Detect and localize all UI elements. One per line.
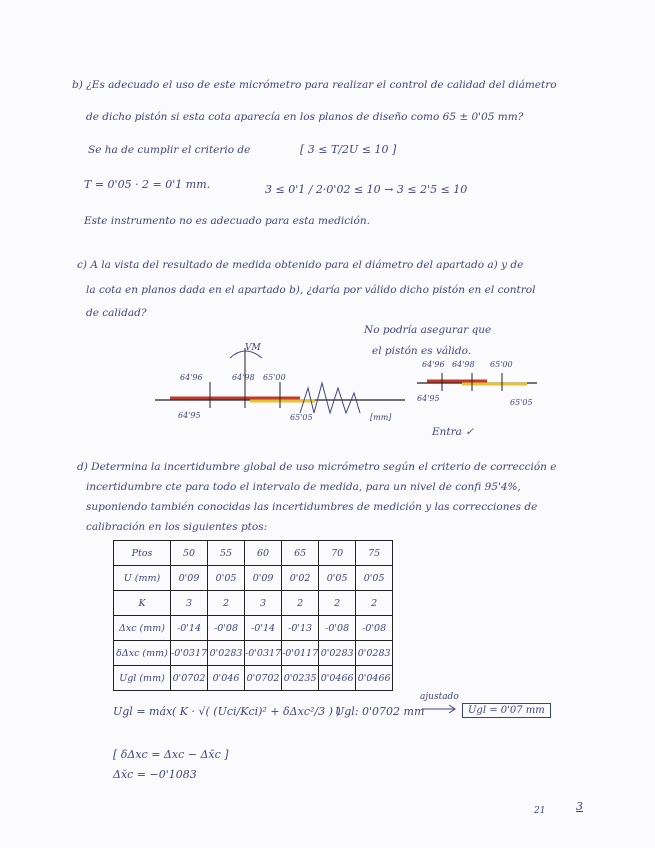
ajustado-label: ajustado bbox=[420, 692, 459, 702]
tolerance-calc: T = 0'05 · 2 = 0'1 mm. bbox=[84, 178, 211, 191]
criterion-formula: [ 3 ≤ T/2U ≤ 10 ] bbox=[300, 143, 397, 156]
table-row bbox=[114, 616, 393, 641]
table-cell: -0'08 bbox=[208, 616, 245, 641]
table-row bbox=[114, 641, 393, 666]
table-cell: 2 bbox=[282, 591, 319, 616]
vm-label: VM bbox=[245, 343, 261, 353]
section-c-line3: de calidad? bbox=[86, 307, 147, 319]
table-header-cell: 70 bbox=[319, 541, 356, 566]
table-cell: 2 bbox=[208, 591, 245, 616]
table-cell: 0'046 bbox=[208, 666, 245, 691]
table-cell: 0'0702 bbox=[245, 666, 282, 691]
table-cell: 0'05 bbox=[319, 566, 356, 591]
table-cell: Ugl (mm) bbox=[114, 666, 171, 691]
table-cell: -0'13 bbox=[282, 616, 319, 641]
table-cell: 0'05 bbox=[208, 566, 245, 591]
right-label-6500: 65'00 bbox=[490, 360, 513, 369]
table-cell: 3 bbox=[245, 591, 282, 616]
section-c-note1: No podría asegurar que bbox=[364, 324, 492, 336]
final-result-box: Ugl = 0'07 mm bbox=[462, 703, 551, 718]
right-tolerance-diagram bbox=[412, 355, 542, 435]
table-cell: -0'0117 bbox=[282, 641, 319, 666]
table-cell: Δxc (mm) bbox=[114, 616, 171, 641]
left-label-6505: 65'05 bbox=[290, 413, 313, 422]
table-cell: 3 bbox=[171, 591, 208, 616]
section-d-line3: suponiendo también conocidas las incertidumbres de medición y las correcciones de bbox=[86, 501, 538, 513]
table-header-cell: 50 bbox=[171, 541, 208, 566]
section-b-line3: Se ha de cumplir el criterio de bbox=[88, 144, 251, 156]
table-cell: -0'14 bbox=[171, 616, 208, 641]
table-cell: -0'08 bbox=[356, 616, 393, 641]
left-label-6496: 64'96 bbox=[180, 373, 203, 382]
table-cell: 0'0702 bbox=[171, 666, 208, 691]
section-d-line1: d) Determina la incertidumbre global de uso micrómetro según el criterio de corrección e bbox=[77, 461, 557, 473]
formula-lhs: Ugl = máx bbox=[113, 705, 173, 718]
page-number-right: 3 bbox=[576, 800, 583, 813]
left-label-6500: 65'00 bbox=[263, 373, 286, 382]
right-label-6496: 64'96 bbox=[422, 360, 445, 369]
page-number-left: 21 bbox=[534, 806, 546, 816]
table-cell: 0'0235 bbox=[282, 666, 319, 691]
right-label-6495: 64'95 bbox=[417, 394, 440, 403]
table-cell: 0'09 bbox=[245, 566, 282, 591]
calibration-table bbox=[113, 540, 393, 691]
table-cell: 2 bbox=[319, 591, 356, 616]
table-cell: 0'0283 bbox=[208, 641, 245, 666]
table-header-row bbox=[114, 541, 393, 566]
table-header-cell: 65 bbox=[282, 541, 319, 566]
left-tolerance-diagram bbox=[150, 338, 410, 428]
table-header-cell: 60 bbox=[245, 541, 282, 566]
table-header-cell: Ptos bbox=[114, 541, 171, 566]
section-d-line4: calibración en los siguientes ptos: bbox=[86, 521, 268, 533]
table-row bbox=[114, 666, 393, 691]
entra-label: Entra ✓ bbox=[432, 426, 475, 438]
table-cell: -0'0317 bbox=[171, 641, 208, 666]
delta-mean: Δx̄c = −0'1083 bbox=[113, 768, 197, 781]
table-header-cell: 55 bbox=[208, 541, 245, 566]
section-c-note2: el pistón es válido. bbox=[372, 345, 472, 357]
section-d-line2: incertidumbre cte para todo el intervalo de medida, para un nivel de confi 95'4%, bbox=[86, 481, 521, 493]
table-cell: -0'08 bbox=[319, 616, 356, 641]
formula-body: ( K · √( (Uci/Kci)² + δΔxc²/3 ) ) bbox=[172, 705, 341, 718]
table-cell: 0'02 bbox=[282, 566, 319, 591]
section-c-line2: la cota en planos dada en el apartado b), ¿daría por válido dicho pistón en el control bbox=[86, 284, 536, 296]
table-cell: 0'09 bbox=[171, 566, 208, 591]
table-cell: δΔxc (mm) bbox=[114, 641, 171, 666]
left-label-mm: [mm] bbox=[370, 413, 392, 422]
table-cell: 0'05 bbox=[356, 566, 393, 591]
criterion-check: 3 ≤ 0'1 / 2·0'02 ≤ 10 → 3 ≤ 2'5 ≤ 10 bbox=[265, 183, 468, 196]
arrow-icon bbox=[420, 703, 460, 715]
section-b-conclusion: Este instrumento no es adecuado para esta medición. bbox=[84, 215, 370, 227]
left-label-6498: 64'98 bbox=[232, 373, 255, 382]
table-header-cell: 75 bbox=[356, 541, 393, 566]
table-cell: -0'14 bbox=[245, 616, 282, 641]
right-label-6498: 64'98 bbox=[452, 360, 475, 369]
table-cell: U (mm) bbox=[114, 566, 171, 591]
section-b-line1: b) ¿Es adecuado el uso de este micrómetro para realizar el control de calidad del diámetro bbox=[72, 79, 557, 91]
table-cell: 0'0466 bbox=[319, 666, 356, 691]
table-row bbox=[114, 591, 393, 616]
right-label-6505: 65'05 bbox=[510, 398, 533, 407]
table-cell: -0'0317 bbox=[245, 641, 282, 666]
table-cell: 0'0466 bbox=[356, 666, 393, 691]
table-cell: K bbox=[114, 591, 171, 616]
table-cell: 0'0283 bbox=[356, 641, 393, 666]
section-b-line2: de dicho pistón si esta cota aparecía en los planos de diseño como 65 ± 0'05 mm? bbox=[86, 111, 524, 123]
section-c-line1: c) A la vista del resultado de medida obtenido para el diámetro del apartado a) y de bbox=[77, 259, 524, 271]
table-row bbox=[114, 566, 393, 591]
table-cell: 0'0283 bbox=[319, 641, 356, 666]
left-label-6495: 64'95 bbox=[178, 411, 201, 420]
formula-result: Ugl: 0'0702 mm bbox=[335, 705, 425, 718]
table-cell: 2 bbox=[356, 591, 393, 616]
delta-definition: [ δΔxc = Δxc − Δx̄c ] bbox=[113, 748, 229, 761]
